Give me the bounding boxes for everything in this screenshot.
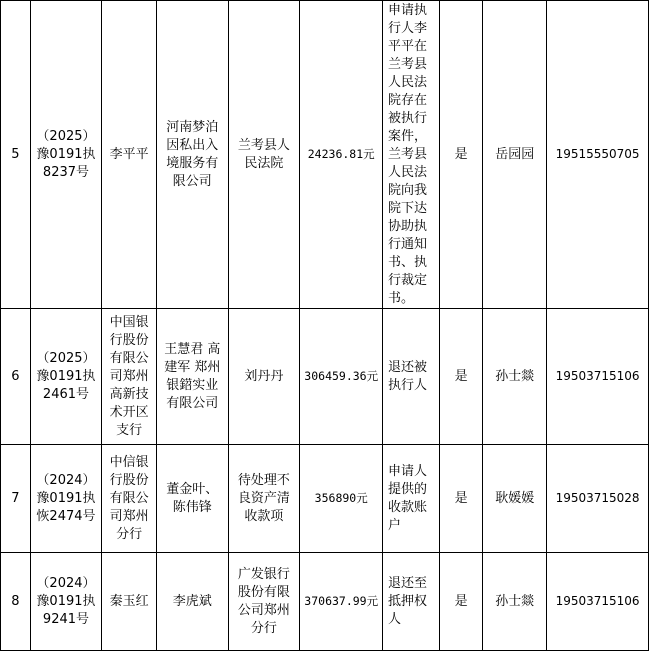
cell-text-person: 耿媛媛	[495, 490, 535, 506]
cell-text-person: 岳园园	[495, 146, 535, 162]
cell-amount	[300, 309, 383, 445]
cell-reason	[383, 445, 440, 553]
cell-text-reason: 退还被执行人	[388, 359, 428, 393]
cell-amount	[300, 1, 383, 309]
cell-text-applicant: 中国银行股份有限公司郑州高新技术开区支行	[109, 314, 149, 438]
cell-third-party	[228, 445, 300, 553]
cell-number	[1, 553, 31, 651]
cell-text-phone: 19503715106	[555, 369, 640, 383]
cell-applicant	[102, 553, 157, 651]
cell-person	[483, 553, 547, 651]
cell-text-third-party: 兰考县人民法院	[237, 137, 290, 171]
cell-text-reason: 申请执行人李平平在兰考县人民法院存在被执行案件，兰考县人民法院向我院下达协助执行通知书、执行裁定书。	[388, 2, 428, 306]
cell-flag	[439, 553, 483, 651]
table-row	[1, 309, 649, 445]
cell-case-number	[30, 1, 102, 309]
cell-person	[483, 1, 547, 309]
cell-text-phone: 19503715106	[555, 594, 640, 608]
cell-text-flag: 是	[454, 146, 468, 162]
cell-text-flag: 是	[454, 490, 468, 506]
cell-flag	[439, 309, 483, 445]
cell-flag	[439, 1, 483, 309]
cell-text-reason: 退还至抵押权人	[388, 575, 428, 627]
cell-reason	[383, 309, 440, 445]
cell-phone	[547, 1, 649, 309]
cell-person	[483, 445, 547, 553]
table-row	[1, 553, 649, 651]
cell-third-party	[228, 553, 300, 651]
cell-text-applicant: 秦玉红	[109, 593, 149, 609]
table-row	[1, 1, 649, 309]
cell-text-respondent: 王慧君 高建军 郑州银鍣实业有限公司	[164, 341, 221, 411]
cell-text-flag: 是	[454, 593, 468, 609]
cell-amount	[300, 553, 383, 651]
cell-respondent	[156, 1, 228, 309]
cell-third-party	[228, 1, 300, 309]
cell-text-third-party: 刘丹丹	[244, 368, 284, 384]
cell-case-number	[30, 309, 102, 445]
cell-applicant	[102, 309, 157, 445]
cell-reason	[383, 553, 440, 651]
table-row	[1, 445, 649, 553]
cell-text-respondent: 董金叶、陈伟锋	[166, 481, 219, 515]
cell-text-respondent: 李虎斌	[172, 593, 212, 609]
cell-text-no: 5	[11, 146, 20, 162]
cell-text-phone: 19503715028	[555, 491, 640, 505]
cell-text-respondent: 河南梦泊因私出入境服务有限公司	[166, 119, 219, 189]
cell-text-reason: 申请人提供的收款账户	[388, 463, 428, 533]
cell-person	[483, 309, 547, 445]
cell-text-person: 孙士燚	[495, 368, 535, 384]
cell-text-third-party: 待处理不良资产清收款项	[237, 472, 290, 524]
cell-number	[1, 309, 31, 445]
cell-text-phone: 19515550705	[555, 147, 640, 161]
cell-text-applicant: 李平平	[109, 146, 149, 162]
cell-case-number	[30, 445, 102, 553]
cell-flag	[439, 445, 483, 553]
cell-text-no: 6	[11, 368, 20, 384]
cell-third-party	[228, 309, 300, 445]
cell-amount	[300, 445, 383, 553]
cell-respondent	[156, 553, 228, 651]
cell-text-flag: 是	[454, 368, 468, 384]
cell-number	[1, 1, 31, 309]
cell-text-third-party: 广发银行股份有限公司郑州分行	[237, 566, 290, 636]
cell-applicant	[102, 445, 157, 553]
cell-text-amount: 370637.99元	[304, 594, 379, 608]
cell-text-amount: 306459.36元	[304, 369, 379, 383]
cell-applicant	[102, 1, 157, 309]
cell-respondent	[156, 309, 228, 445]
cell-text-case: （2024）豫0191执恢2474号	[36, 472, 96, 524]
cell-respondent	[156, 445, 228, 553]
cell-text-applicant: 中信银行股份有限公司郑州分行	[109, 454, 149, 542]
cell-text-case: （2025）豫0191执2461号	[36, 350, 96, 402]
cell-reason	[383, 1, 440, 309]
cell-text-case: （2024）豫0191执9241号	[36, 575, 96, 627]
cell-text-no: 8	[11, 593, 20, 609]
cell-phone	[547, 553, 649, 651]
cell-text-amount: 356890元	[314, 491, 368, 505]
cell-phone	[547, 445, 649, 553]
cell-case-number	[30, 553, 102, 651]
cell-number	[1, 445, 31, 553]
cell-text-amount: 24236.81元	[307, 147, 375, 161]
cell-text-person: 孙士燚	[495, 593, 535, 609]
cell-text-case: （2025）豫0191执8237号	[36, 128, 96, 180]
cell-text-no: 7	[11, 490, 20, 506]
cell-phone	[547, 309, 649, 445]
